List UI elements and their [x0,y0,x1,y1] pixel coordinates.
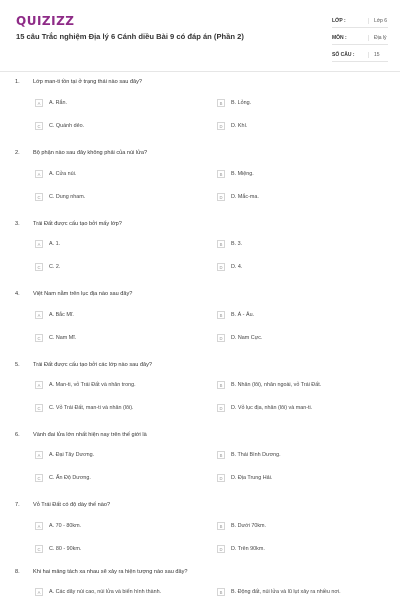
question-8 [0,566,400,578]
question-text: Trái Đất được cấu tạo bởi các lớp nào sau đây? [33,362,153,368]
option-a[interactable] [35,95,175,111]
option-b[interactable] [217,584,392,600]
option-letter: A [35,381,43,389]
option-text: A. Man-ti, vỏ Trái Đất và nhân trong. [49,382,136,388]
option-letter: D [217,263,225,271]
question-text: Bộ phận nào sau đây không phải của núi lửa? [33,150,148,156]
option-letter: D [217,474,225,482]
option-letter: C [35,334,43,342]
option-text: B. Dưới 70km. [231,523,267,529]
option-d[interactable] [217,330,392,346]
meta-label: SỐ CÂU : [332,51,355,58]
option-text: B. Thái Bình Dương. [231,452,281,458]
option-c[interactable] [35,118,175,134]
question-5 [0,359,400,371]
option-text: A. Các dãy núi cao, núi lửa và biển hình thành. [49,589,162,595]
option-letter: B [217,381,225,389]
question-number: 2. [15,150,20,156]
option-text: A. Cửa núi. [49,171,77,177]
page-header [0,0,400,72]
meta-row-grade [332,14,388,28]
option-text: D. Vỏ lục địa, nhân (lõi) và man-ti. [231,405,313,411]
option-text: C. Ấn Độ Dương. [49,475,91,481]
option-letter: B [217,311,225,319]
option-text: B. Miệng. [231,171,254,177]
option-letter: D [217,404,225,412]
option-d[interactable] [217,189,392,205]
question-number: 5. [15,362,20,368]
option-letter: B [217,170,225,178]
option-a[interactable] [35,377,175,393]
question-number: 1. [15,79,20,85]
header-divider [0,71,400,72]
option-text: D. Trên 90km. [231,546,265,552]
question-text: Trái Đất được cấu tạo bởi mấy lớp? [33,221,122,227]
option-text: C. Quánh dẻo. [49,123,85,129]
option-letter: B [217,451,225,459]
option-letter: A [35,240,43,248]
option-letter: B [217,522,225,530]
option-letter: A [35,311,43,319]
option-text: C. 80 - 90km. [49,546,82,552]
quiz-meta [332,14,388,65]
meta-label: LỚP : [332,17,346,24]
option-a[interactable] [35,518,175,534]
question-6 [0,429,400,441]
option-d[interactable] [217,400,392,416]
option-b[interactable] [217,307,392,323]
option-text: D. Địa Trung Hải. [231,475,273,481]
option-text: B. 3. [231,241,243,247]
option-a[interactable] [35,166,175,182]
meta-value: Lớp 6 [368,18,388,24]
question-1 [0,76,400,88]
option-text: D. 4. [231,264,243,270]
question-4 [0,288,400,300]
option-a[interactable] [35,236,175,252]
option-text: A. Rắn. [49,100,67,106]
option-text: C. Dung nham. [49,194,86,200]
option-letter: D [217,545,225,553]
option-text: D. Khí. [231,123,248,129]
option-c[interactable] [35,400,175,416]
option-letter: B [217,240,225,248]
question-text: Lớp man-ti tồn tại ở trạng thái nào sau đây? [33,79,143,85]
question-text: Vành đai lửa lớn nhất hiện nay trên thế giới là [33,432,147,438]
option-c[interactable] [35,330,175,346]
option-letter: C [35,474,43,482]
option-c[interactable] [35,470,175,486]
option-text: C. Vỏ Trái Đất, man-ti và nhân (lõi). [49,405,134,411]
question-text: Khi hai mảng tách xa nhau sẽ xảy ra hiện tượng nào sau đây? [33,569,188,575]
option-text: C. 2. [49,264,61,270]
question-number: 8. [15,569,20,575]
option-a[interactable] [35,307,175,323]
option-b[interactable] [217,95,392,111]
option-letter: C [35,545,43,553]
option-d[interactable] [217,470,392,486]
option-letter: C [35,263,43,271]
option-letter: C [35,193,43,201]
option-b[interactable] [217,447,392,463]
option-letter: D [217,122,225,130]
option-a[interactable] [35,447,175,463]
question-number: 7. [15,502,20,508]
option-b[interactable] [217,236,392,252]
option-d[interactable] [217,259,392,275]
question-7 [0,499,400,511]
option-text: D. Mắc-ma. [231,194,259,200]
option-letter: C [35,404,43,412]
option-text: A. Đại Tây Dương. [49,452,95,458]
question-number: 3. [15,221,20,227]
option-letter: A [35,588,43,596]
meta-label: MÔN : [332,34,347,41]
option-c[interactable] [35,189,175,205]
question-number: 6. [15,432,20,438]
option-b[interactable] [217,166,392,182]
option-text: B. Nhân (lõi), nhân ngoài, vỏ Trái Đất. [231,382,322,388]
option-letter: B [217,588,225,596]
option-text: A. Bắc Mĩ. [49,312,74,318]
option-text: B. Lỏng. [231,100,252,106]
option-c[interactable] [35,541,175,557]
option-letter: C [35,122,43,130]
option-c[interactable] [35,259,175,275]
option-letter: B [217,99,225,107]
option-text: B. Động đất, núi lửa và lũ lụt xảy ra nhiều nơi. [231,589,341,595]
option-letter: A [35,522,43,530]
option-d[interactable] [217,541,392,557]
meta-row-subject [332,31,388,45]
option-b[interactable] [217,377,392,393]
option-text: A. 1. [49,241,61,247]
option-letter: A [35,170,43,178]
question-text: Việt Nam nằm trên lục địa nào sau đây? [33,291,133,297]
option-a[interactable] [35,584,175,600]
question-text: Vỏ Trái Đất có độ dày thế nào? [33,502,111,508]
question-2 [0,147,400,159]
meta-value: Địa lý [368,35,388,41]
option-text: A. 70 - 80km. [49,523,82,529]
question-number: 4. [15,291,20,297]
option-letter: A [35,99,43,107]
quizizz-logo[interactable]: QUIZIZZ [16,14,75,28]
option-letter: D [217,334,225,342]
page-title: 15 câu Trắc nghiệm Địa lý 6 Cánh diều Bài 9 có đáp án (Phần 2) [16,32,244,41]
option-text: B. Á - Âu. [231,312,255,318]
option-d[interactable] [217,118,392,134]
question-3 [0,218,400,230]
option-letter: D [217,193,225,201]
meta-value: 15 [368,52,388,58]
option-b[interactable] [217,518,392,534]
option-letter: A [35,451,43,459]
meta-row-count [332,48,388,62]
option-text: D. Nam Cực. [231,335,263,341]
option-text: C. Nam Mĩ. [49,335,77,341]
